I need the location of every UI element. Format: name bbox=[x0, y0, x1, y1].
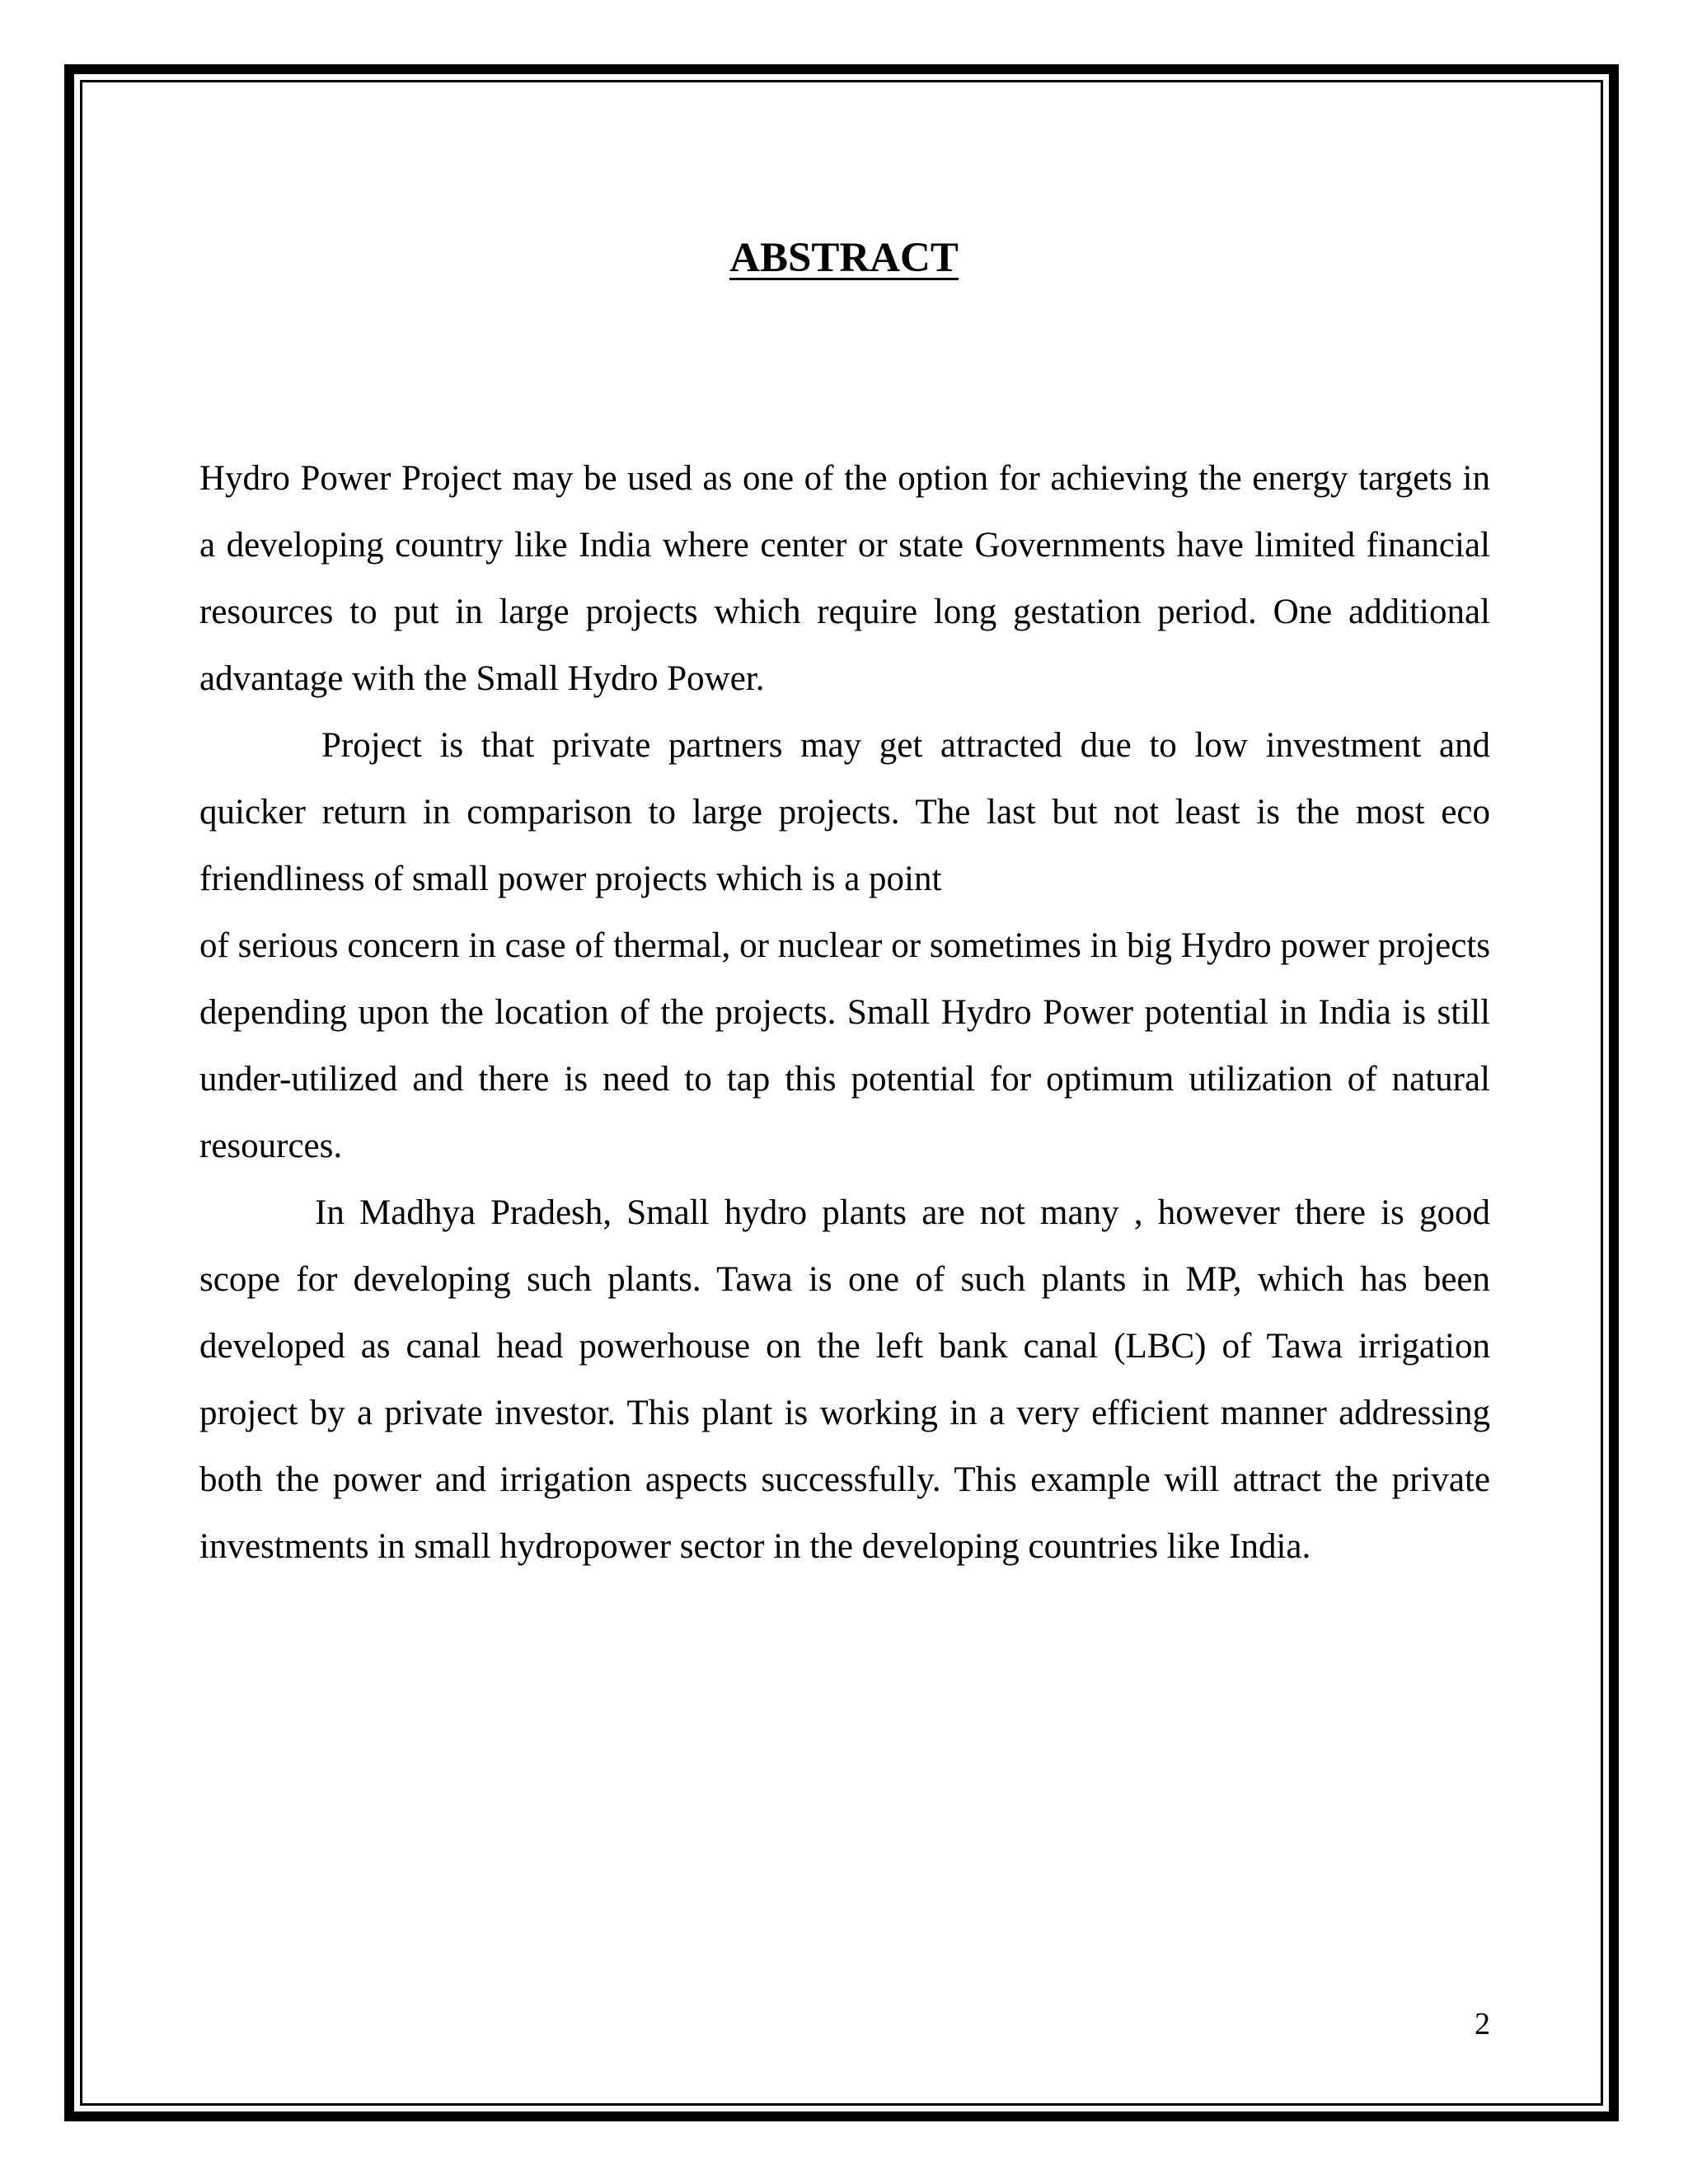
abstract-body bbox=[199, 445, 1490, 1580]
paragraph-1: Hydro Power Project may be used as one of the option for achieving the energy targets in a developing country like India where center or state Governments have limited financial resources to put in large projects which require long gestation period. One additional advantage with the Small Hydro Power. bbox=[199, 459, 1490, 698]
paragraph-4: In Madhya Pradesh, Small hydro plants are not many , however there is good scope for developing such plants. Tawa is one of such plants in MP, which has been developed as canal head powerhouse on the left bank canal (LBC) of Tawa irrigation project by a private investor. This plant is working in a very efficient manner addressing both the power and irrigation aspects successfully. This example will attract the private investments in small hydropower sector in the developing countries like India. bbox=[199, 1193, 1490, 1566]
paragraph-2: Project is that private partners may get attracted due to low investment and quicker return in comparison to large projects. The last but not least is the most eco friendliness of small power projects which is a point bbox=[199, 726, 1490, 898]
page-title: ABSTRACT bbox=[729, 235, 959, 281]
paragraph-3: of serious concern in case of thermal, or nuclear or sometimes in big Hydro power projects depending upon the location of the projects. Small Hydro Power potential in India is still under-utilized and there is need to tap this potential for optimum utilization of natural resources. bbox=[199, 926, 1490, 1165]
page-number: 2 bbox=[1475, 2007, 1490, 2041]
